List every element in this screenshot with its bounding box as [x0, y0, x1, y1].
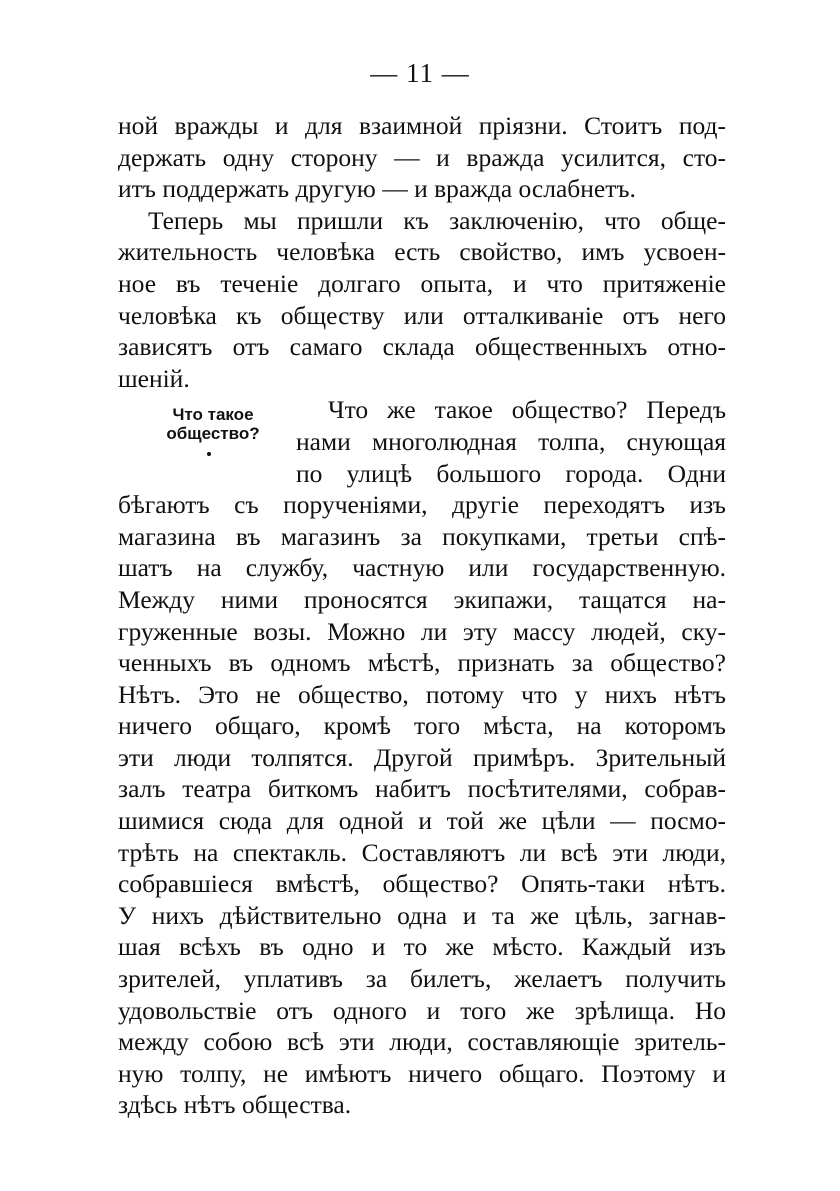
marginal-note-line: общество? — [166, 424, 260, 443]
text-line: Между ними проносятся экипажи, тащатся на- — [118, 584, 726, 614]
text-line: эти люди толпятся. Другой примѣръ. Зрительный — [118, 742, 726, 772]
text-line: магазина въ магазинъ за покупками, третьи спѣ- — [118, 521, 726, 551]
text-line: ченныхъ въ одномъ мѣстѣ, признать за общество? — [118, 648, 726, 678]
paragraph-2 — [118, 205, 726, 395]
marginal-note-line: Что такое — [172, 405, 254, 424]
text-line: жительность человѣка есть свойство, имъ усвоен- — [118, 237, 726, 267]
text-line: шимися сюда для одной и той же цѣли — посмо- — [118, 806, 726, 836]
text-line: груженные возы. Можно ли эту массу людей, ску- — [118, 616, 726, 646]
text-line: Что же такое общество? Передъ — [328, 395, 726, 425]
ink-dot — [207, 452, 211, 456]
text-line: между собою всѣ эти люди, составляющіе зритель- — [118, 1027, 726, 1057]
text-line: человѣка къ обществу или отталкиваніе отъ него — [118, 300, 726, 330]
marginal-note — [158, 405, 268, 443]
paragraph-3 — [118, 394, 726, 1121]
text-line: трѣть на спектакль. Составляютъ ли всѣ эти люди, — [118, 837, 726, 867]
page-number: — 11 — — [370, 58, 470, 88]
text-line: здѣсь нѣтъ общества. — [118, 1090, 352, 1120]
text-line: У нихъ дѣйствительно одна и та же цѣль, загнав- — [118, 900, 726, 930]
text-line: удовольствіе отъ одного и того же зрѣлища. Но — [118, 995, 726, 1025]
body-text — [118, 110, 726, 1121]
text-line: шеній. — [118, 363, 190, 393]
text-line: ную толпу, не имѣютъ ничего общаго. Поэтому и — [118, 1058, 726, 1088]
text-line: шатъ на службу, частную или государственную. — [118, 553, 726, 583]
text-line: ной вражды и для взаимной пріязни. Стоитъ под- — [118, 111, 726, 140]
text-line: шая всѣхъ въ одно и то же мѣсто. Каждый изъ — [118, 932, 726, 962]
text-line: собравшіеся вмѣстѣ, общество? Опять-таки нѣтъ. — [118, 869, 726, 899]
text-line: бѣгаютъ съ порученіями, другіе переходятъ изъ — [118, 490, 726, 520]
text-line: зависятъ отъ самаго склада общественныхъ отно- — [118, 332, 726, 362]
text-line: по улицѣ большого города. Одни — [296, 458, 726, 488]
text-line: Нѣтъ. Это не общество, потому что у нихъ нѣтъ — [118, 679, 726, 709]
text-line: ничего общаго, кромѣ того мѣста, на которомъ — [118, 711, 726, 741]
text-line: держать одну сторону — и вражда усилится, сто- — [118, 142, 726, 172]
text-line: итъ поддержать другую — и вражда ослабнетъ. — [118, 174, 636, 204]
text-line: ное въ теченіе долгаго опыта, и что притяженіе — [118, 268, 726, 298]
text-line: залъ театра биткомъ набитъ посѣтителями, собрав- — [118, 774, 726, 804]
paragraph-1 — [118, 110, 726, 205]
text-line: зрителей, уплативъ за билетъ, желаетъ получить — [118, 964, 726, 994]
text-line: Теперь мы пришли къ заключенію, что обще- — [148, 205, 726, 235]
text-line: нами многолюдная толпа, снующая — [296, 426, 726, 456]
